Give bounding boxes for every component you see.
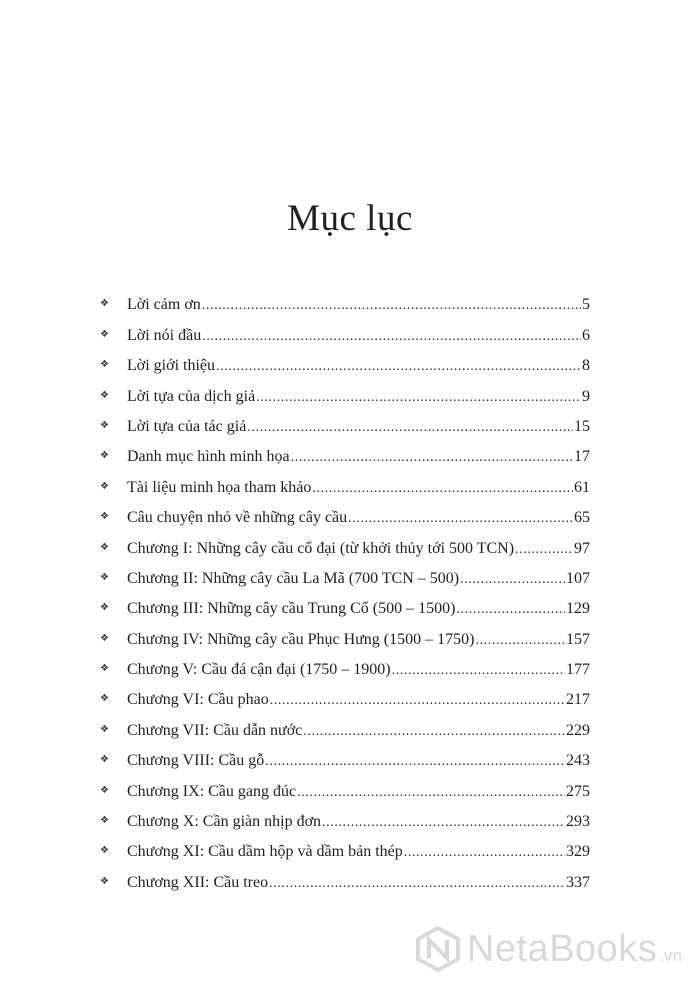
toc-entry-label: Lời tựa của dịch giả — [127, 387, 256, 405]
toc-entry-label: Lời tựa của tác giả — [127, 417, 247, 435]
dot-leader — [404, 846, 565, 860]
diamond-dots-icon: ❖ — [100, 511, 109, 523]
netabooks-logo-icon — [415, 926, 461, 972]
toc-entry-page: 65 — [574, 509, 590, 527]
toc-entry-label: Câu chuyện nhỏ về những cây cầu — [127, 509, 348, 527]
toc-entry-label: Chương IV: Những cây cầu Phục Hưng (1500 – 1750) — [127, 630, 475, 648]
toc-entry-label: Chương VI: Cầu phao — [127, 691, 269, 709]
toc-entry-page: 243 — [566, 752, 590, 770]
diamond-dots-icon: ❖ — [100, 693, 109, 705]
watermark-suffix: .vn — [659, 946, 682, 965]
diamond-dots-icon: ❖ — [100, 389, 109, 401]
toc-entry-label: Chương III: Những cây cầu Trung Cổ (500 – 1500) — [127, 600, 456, 618]
dot-leader — [247, 421, 573, 435]
toc-entry-page: 17 — [574, 448, 590, 466]
toc-entry — [100, 860, 590, 890]
toc-entry-page: 107 — [566, 569, 590, 587]
dot-leader — [456, 603, 565, 617]
dot-leader — [460, 573, 565, 587]
diamond-dots-icon: ❖ — [100, 632, 109, 644]
toc-entry-label: Lời nói đầu — [127, 326, 202, 344]
table-of-contents — [100, 283, 590, 891]
toc-entry-page: 5 — [582, 296, 590, 314]
toc-entry-label: Chương V: Cầu đá cận đại (1750 – 1900) — [127, 661, 391, 679]
dot-leader — [515, 543, 573, 557]
diamond-dots-icon: ❖ — [100, 450, 109, 462]
dot-leader — [256, 391, 581, 405]
toc-entry — [100, 800, 590, 830]
toc-entry — [100, 496, 590, 526]
dot-leader — [202, 299, 581, 313]
diamond-dots-icon: ❖ — [100, 602, 109, 614]
toc-entry-page: 177 — [566, 661, 590, 679]
dot-leader — [348, 512, 573, 526]
toc-entry-page: 15 — [574, 417, 590, 435]
toc-entry-page: 229 — [566, 721, 590, 739]
toc-entry-page: 6 — [582, 326, 590, 344]
diamond-dots-icon: ❖ — [100, 328, 109, 340]
toc-entry — [100, 739, 590, 769]
dot-leader — [475, 634, 565, 648]
dot-leader — [270, 694, 565, 708]
toc-entry-label: Chương I: Những cây cầu cổ đại (từ khởi thủy tới 500 TCN) — [127, 539, 515, 557]
dot-leader — [202, 330, 581, 344]
toc-entry-page: 8 — [582, 357, 590, 375]
toc-entry — [100, 374, 590, 404]
diamond-dots-icon: ❖ — [100, 815, 109, 827]
diamond-dots-icon: ❖ — [100, 571, 109, 583]
toc-entry-label: Tài liệu minh họa tham khảo — [127, 478, 312, 496]
diamond-dots-icon: ❖ — [100, 298, 109, 310]
toc-entry-page: 129 — [566, 600, 590, 618]
toc-entry-label: Chương XI: Cầu dầm hộp và dầm bản thép — [127, 843, 403, 861]
diamond-dots-icon: ❖ — [100, 480, 109, 492]
toc-entry-page: 329 — [566, 843, 590, 861]
toc-entry-page: 9 — [582, 387, 590, 405]
toc-entry — [100, 526, 590, 556]
toc-entry-label: Chương VII: Cầu dẫn nước — [127, 721, 303, 739]
toc-entry — [100, 830, 590, 860]
toc-entry — [100, 435, 590, 465]
toc-entry-label: Danh mục hình minh họa — [127, 448, 290, 466]
diamond-dots-icon: ❖ — [100, 784, 109, 796]
dot-leader — [312, 482, 573, 496]
dot-leader — [303, 725, 565, 739]
toc-entry — [100, 405, 590, 435]
diamond-dots-icon: ❖ — [100, 359, 109, 371]
toc-entry — [100, 648, 590, 678]
toc-entry — [100, 708, 590, 738]
diamond-dots-icon: ❖ — [100, 875, 109, 887]
toc-entry-page: 61 — [574, 478, 590, 496]
watermark — [415, 926, 682, 972]
dot-leader — [216, 360, 581, 374]
toc-entry-page: 97 — [574, 539, 590, 557]
toc-entry-page: 275 — [566, 782, 590, 800]
toc-entry — [100, 465, 590, 495]
dot-leader — [269, 877, 565, 891]
toc-entry — [100, 283, 590, 313]
toc-entry-page: 293 — [566, 813, 590, 831]
dot-leader — [322, 816, 565, 830]
toc-entry-page: 217 — [566, 691, 590, 709]
toc-entry-label: Lời cảm ơn — [127, 296, 201, 314]
toc-entry-label: Chương XII: Cầu treo — [127, 873, 269, 891]
dot-leader — [392, 664, 565, 678]
dot-leader — [297, 786, 565, 800]
dot-leader — [291, 451, 573, 465]
diamond-dots-icon: ❖ — [100, 845, 109, 857]
dot-leader — [265, 755, 565, 769]
toc-entry — [100, 344, 590, 374]
toc-entry — [100, 587, 590, 617]
toc-entry — [100, 313, 590, 343]
toc-entry-page: 337 — [566, 873, 590, 891]
toc-entry-page: 157 — [566, 630, 590, 648]
diamond-dots-icon: ❖ — [100, 663, 109, 675]
toc-entry — [100, 678, 590, 708]
diamond-dots-icon: ❖ — [100, 723, 109, 735]
toc-entry-label: Chương VIII: Cầu gỗ — [127, 752, 265, 770]
diamond-dots-icon: ❖ — [100, 541, 109, 553]
watermark-brand: NetaBooks — [466, 927, 658, 970]
toc-entry — [100, 617, 590, 647]
toc-entry-label: Lời giới thiệu — [127, 357, 216, 375]
toc-entry-label: Chương II: Những cây cầu La Mã (700 TCN – 500) — [127, 569, 460, 587]
toc-entry — [100, 769, 590, 799]
toc-entry — [100, 557, 590, 587]
diamond-dots-icon: ❖ — [100, 754, 109, 766]
toc-entry-label: Chương X: Cần giàn nhịp đơn — [127, 813, 322, 831]
toc-entry-label: Chương IX: Cầu gang đúc — [127, 782, 297, 800]
diamond-dots-icon: ❖ — [100, 419, 109, 431]
page-title: Mục lục — [287, 197, 413, 239]
